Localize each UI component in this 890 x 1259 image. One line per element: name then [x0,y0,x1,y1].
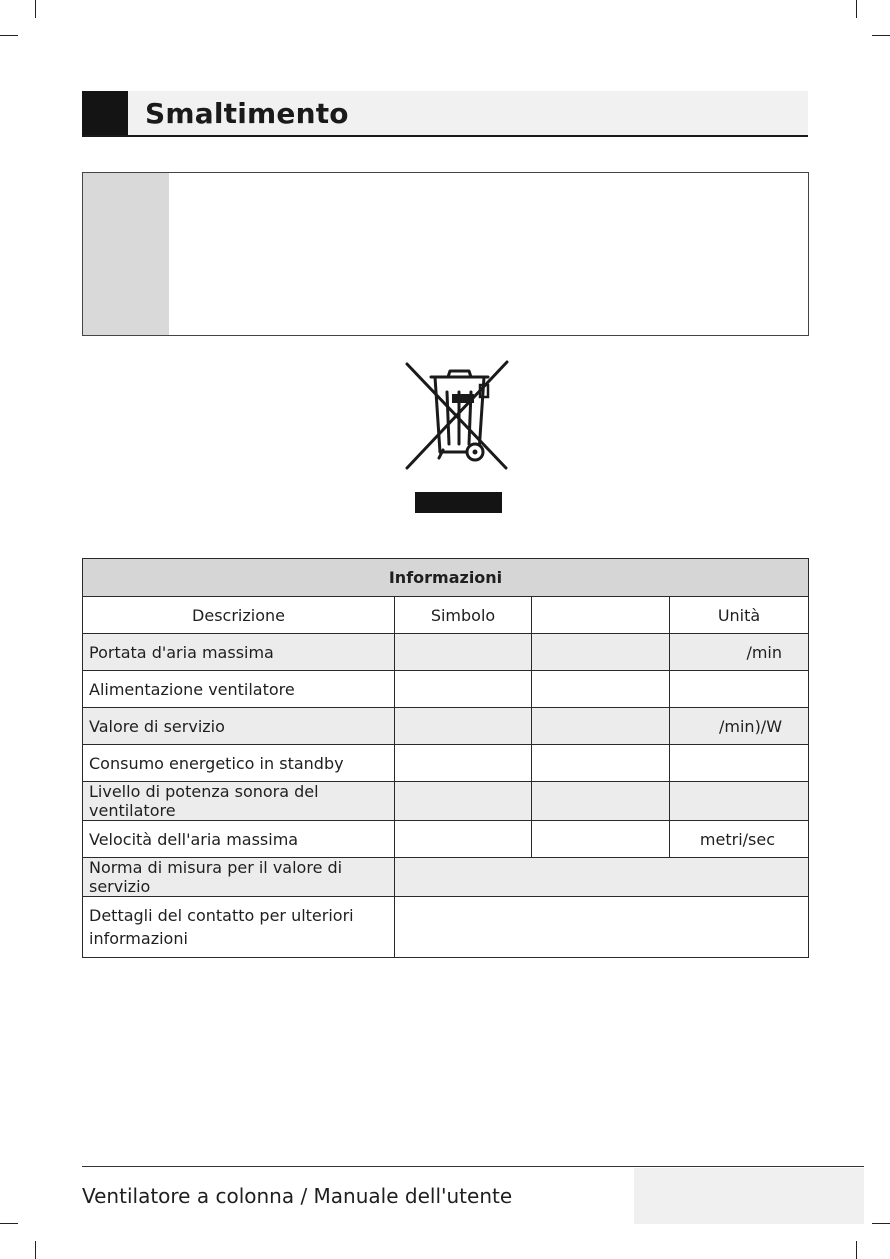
crop-mark [872,1223,890,1224]
row-description: Consumo energetico in standby [83,745,395,782]
row-value [395,897,809,958]
table-row [83,634,809,671]
weee-crossed-bin-icon [403,358,511,472]
footer-text: Ventilatore a colonna / Manuale dell'utente [82,1184,513,1208]
row-unit [670,782,809,821]
row-description: Portata d'aria massima [83,634,395,671]
row-symbol [395,671,532,708]
table-row [83,671,809,708]
row-value [532,821,670,858]
table-row [83,897,809,958]
section-header [82,91,808,137]
crop-mark [856,0,857,18]
note-box-sidebar [83,173,169,335]
section-marker [82,91,128,135]
weee-bar [415,492,502,513]
row-symbol [395,782,532,821]
table-row [83,708,809,745]
row-unit [670,745,809,782]
row-value [532,782,670,821]
page-number-box [634,1168,864,1224]
crop-mark [0,1223,18,1224]
page-title: Smaltimento [145,97,349,130]
row-unit: /min [670,634,809,671]
table-row [83,745,809,782]
row-description: Livello di potenza sonora del ventilatore [83,782,395,821]
row-description: Alimentazione ventilatore [83,671,395,708]
column-header-value [532,597,670,634]
row-description: Velocità dell'aria massima [83,821,395,858]
row-symbol [395,634,532,671]
row-value [395,858,809,897]
table-row [83,782,809,821]
row-unit: metri/sec [670,821,809,858]
crop-mark [856,1241,857,1259]
table-columns-row [83,597,809,634]
column-header-description: Descrizione [83,597,395,634]
note-box [82,172,809,336]
row-value [532,745,670,782]
table-header-row [83,559,809,597]
row-description: Valore di servizio [83,708,395,745]
crop-mark [35,1241,36,1259]
row-symbol [395,821,532,858]
footer-divider [82,1166,864,1167]
table-title: Informazioni [83,559,809,597]
row-unit [670,671,809,708]
row-value [532,671,670,708]
table-row [83,858,809,897]
column-header-symbol: Simbolo [395,597,532,634]
crop-mark [35,0,36,18]
row-value [532,634,670,671]
info-table [82,558,809,958]
row-symbol [395,745,532,782]
column-header-unit: Unità [670,597,809,634]
row-value [532,708,670,745]
row-symbol [395,708,532,745]
row-unit: /min)/W [670,708,809,745]
crop-mark [872,35,890,36]
table-row [83,821,809,858]
row-description: Dettagli del contatto per ulteriori informazioni [83,897,395,958]
row-description: Norma di misura per il valore di servizio [83,858,395,897]
crop-mark [0,35,18,36]
